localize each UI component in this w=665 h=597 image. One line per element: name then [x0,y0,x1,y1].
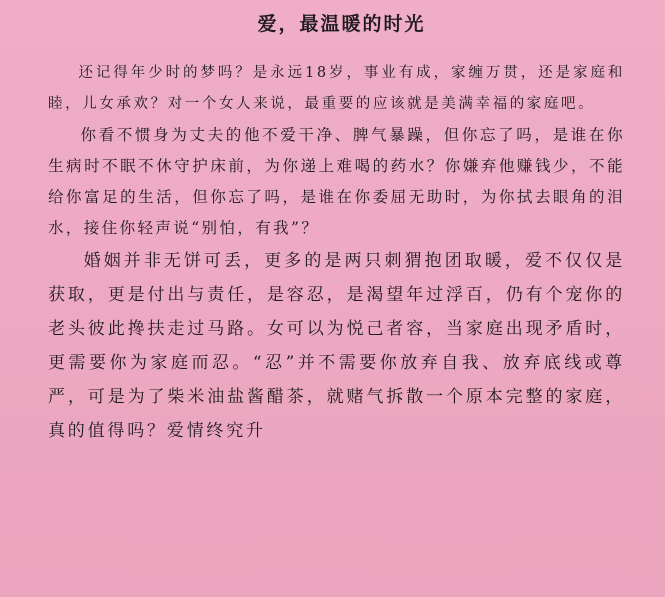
paragraph-1: 还记得年少时的梦吗？是永远18岁，事业有成，家缠万贯，还是家庭和睦，儿女承欢？对一个女人来说，最重要的应该就是美满幸福的家庭吧。 [48,65,625,112]
page-title: 爱，最温暖的时光 [257,13,426,35]
paragraph-3: 婚姻并非无饼可丢，更多的是两只刺猬抱团取暖，爱不仅仅是获取，更是付出与责任，是容忍，是渴望年过浮百，仍有个宠你的老头彼此搀扶走过马路。女可以为悦己者容，当家庭出现矛盾时，更需要你为家庭而忍。“忍”并不需要你放弃自我、放弃底线或尊严，可是为了柴米油盐酱醋茶，就赌气拆散一个原本完整的家庭，真的值得吗？爱情终究升 [48,251,625,441]
paragraph-2: 你看不惯身为丈夫的他不爱干净、脾气暴躁，但你忘了吗，是谁在你生病时不眠不休守护床前，为你递上难喝的药水？你嫌弃他赚钱少，不能给你富足的生活，但你忘了吗，是谁在你委屈无助时，为你拭去眼角的泪水，接住你轻声说“别怕，有我”？ [48,126,625,237]
